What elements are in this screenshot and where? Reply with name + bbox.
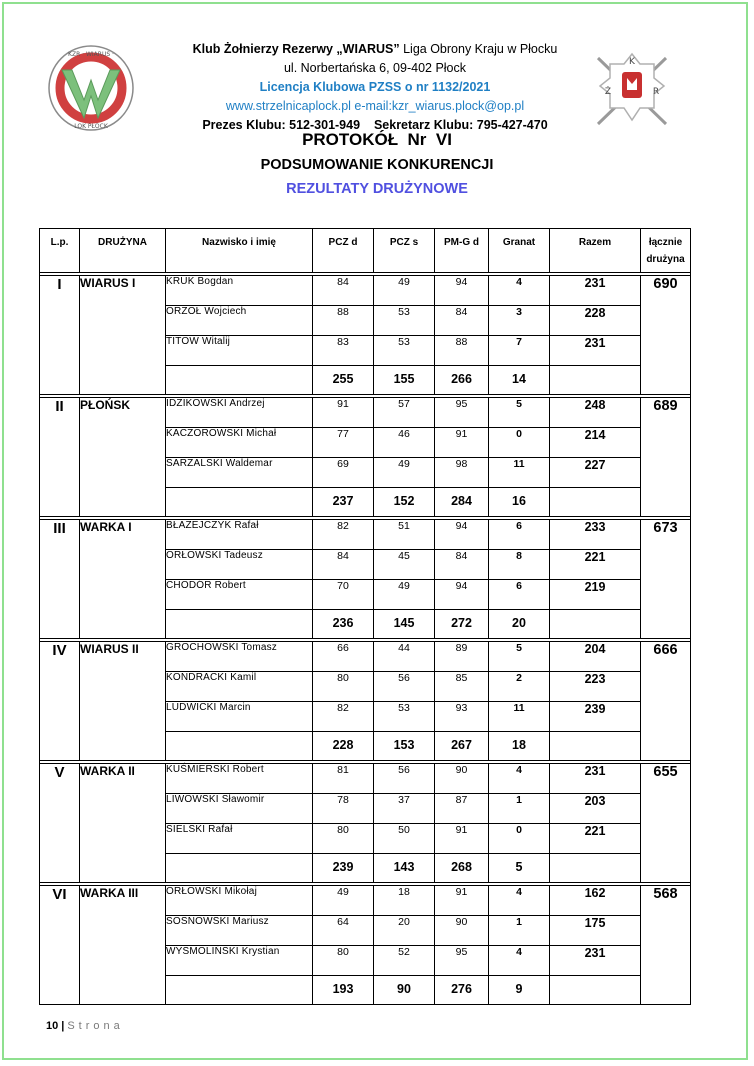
shooter-name: BŁAŻEJCZYK Rafał bbox=[166, 520, 313, 550]
sum-name-empty bbox=[166, 488, 313, 517]
sum-pczd: 193 bbox=[313, 976, 374, 1005]
table-row bbox=[40, 520, 691, 550]
score-pczs: 53 bbox=[374, 336, 435, 366]
score-granat: 11 bbox=[489, 702, 550, 732]
shooter-name: SOSNOWSKI Mariusz bbox=[166, 916, 313, 946]
sum-pczd: 228 bbox=[313, 732, 374, 761]
score-razem: 221 bbox=[550, 824, 641, 854]
score-razem: 175 bbox=[550, 916, 641, 946]
team-lp: II bbox=[40, 398, 80, 517]
col-header-lp: L.p. bbox=[40, 229, 80, 273]
score-pmgd: 98 bbox=[435, 458, 489, 488]
score-razem: 248 bbox=[550, 398, 641, 428]
club-header bbox=[180, 40, 570, 135]
score-pczs: 56 bbox=[374, 764, 435, 794]
score-pmgd: 94 bbox=[435, 520, 489, 550]
club-logo-wiarus bbox=[44, 44, 138, 132]
team-name: WARKA I bbox=[80, 520, 166, 639]
score-pmgd: 93 bbox=[435, 702, 489, 732]
club-affiliation: Liga Obrony Kraju w Płocku bbox=[399, 42, 558, 56]
score-pczs: 50 bbox=[374, 824, 435, 854]
sum-name-empty bbox=[166, 610, 313, 639]
col-header-granat: Granat bbox=[489, 229, 550, 273]
team-name: WIARUS II bbox=[80, 642, 166, 761]
shooter-name: SIELSKI Rafał bbox=[166, 824, 313, 854]
kzr-emblem-icon bbox=[592, 50, 672, 130]
score-pczd: 83 bbox=[313, 336, 374, 366]
score-granat: 11 bbox=[489, 458, 550, 488]
sum-pmgd: 284 bbox=[435, 488, 489, 517]
sum-pczs: 152 bbox=[374, 488, 435, 517]
score-granat: 0 bbox=[489, 428, 550, 458]
score-razem: 204 bbox=[550, 642, 641, 672]
score-granat: 1 bbox=[489, 916, 550, 946]
score-pmgd: 84 bbox=[435, 306, 489, 336]
score-pczs: 57 bbox=[374, 398, 435, 428]
score-pczd: 78 bbox=[313, 794, 374, 824]
team-lp: V bbox=[40, 764, 80, 883]
president-phone: Prezes Klubu: 512-301-949 bbox=[202, 118, 361, 132]
team-total: 655 bbox=[641, 764, 691, 883]
emblem-letter-r: R bbox=[652, 87, 660, 97]
club-name: Klub Żołnierzy Rezerwy „WIARUS” bbox=[192, 42, 400, 56]
sum-pmgd: 272 bbox=[435, 610, 489, 639]
shooter-name: KONDRACKI Kamil bbox=[166, 672, 313, 702]
sum-name-empty bbox=[166, 854, 313, 883]
score-granat: 0 bbox=[489, 824, 550, 854]
club-web-email: www.strzelnicaplock.pl e-mail:kzr_wiarus.plock@op.pl bbox=[225, 99, 525, 113]
score-razem: 231 bbox=[550, 946, 641, 976]
score-pczd: 49 bbox=[313, 886, 374, 916]
page-footer bbox=[46, 1020, 124, 1032]
score-pmgd: 85 bbox=[435, 672, 489, 702]
club-name-line bbox=[180, 40, 570, 59]
score-granat: 8 bbox=[489, 550, 550, 580]
col-header-total bbox=[641, 229, 691, 273]
score-pczs: 18 bbox=[374, 886, 435, 916]
sum-razem-empty bbox=[550, 488, 641, 517]
score-pmgd: 84 bbox=[435, 550, 489, 580]
sum-granat: 20 bbox=[489, 610, 550, 639]
score-pczs: 51 bbox=[374, 520, 435, 550]
score-granat: 5 bbox=[489, 398, 550, 428]
table-header-row bbox=[40, 229, 691, 273]
table-row bbox=[40, 276, 691, 306]
emblem-letter-z: Ż bbox=[604, 87, 612, 97]
page-number: 10 bbox=[46, 1020, 59, 1032]
shooter-name: WYSMOLIŃSKI Krystian bbox=[166, 946, 313, 976]
kzr-emblem bbox=[592, 50, 672, 130]
shooter-name: KACZOROWSKI Michał bbox=[166, 428, 313, 458]
table-row bbox=[40, 886, 691, 916]
sum-pczd: 239 bbox=[313, 854, 374, 883]
score-pczd: 80 bbox=[313, 672, 374, 702]
club-address: ul. Norbertańska 6, 09-402 Płock bbox=[283, 61, 467, 75]
score-pmgd: 91 bbox=[435, 428, 489, 458]
score-razem: 162 bbox=[550, 886, 641, 916]
team-name: WARKA III bbox=[80, 886, 166, 1005]
sum-name-empty bbox=[166, 366, 313, 395]
score-pczs: 49 bbox=[374, 458, 435, 488]
score-razem: 219 bbox=[550, 580, 641, 610]
score-pczd: 84 bbox=[313, 550, 374, 580]
shooter-name: ORŁOWSKI Tadeusz bbox=[166, 550, 313, 580]
shooter-name: GROCHOWSKI Tomasz bbox=[166, 642, 313, 672]
score-pmgd: 91 bbox=[435, 824, 489, 854]
score-pmgd: 88 bbox=[435, 336, 489, 366]
shooter-name: KUŚMIERSKI Robert bbox=[166, 764, 313, 794]
sum-pczs: 155 bbox=[374, 366, 435, 395]
protocol-title: PROTOKÓŁ Nr VI bbox=[302, 130, 452, 149]
score-pczs: 49 bbox=[374, 276, 435, 306]
sum-name-empty bbox=[166, 976, 313, 1005]
sum-pmgd: 266 bbox=[435, 366, 489, 395]
col-header-total-line1: łącznie bbox=[648, 237, 683, 248]
sum-pczs: 153 bbox=[374, 732, 435, 761]
shooter-name: TITOW Witalij bbox=[166, 336, 313, 366]
col-header-team: DRUŻYNA bbox=[80, 229, 166, 273]
score-pczd: 77 bbox=[313, 428, 374, 458]
shooter-name: LUDWICKI Marcin bbox=[166, 702, 313, 732]
sum-razem-empty bbox=[550, 854, 641, 883]
score-granat: 7 bbox=[489, 336, 550, 366]
shooter-name: SARZALSKI Waldemar bbox=[166, 458, 313, 488]
team-lp: IV bbox=[40, 642, 80, 761]
score-razem: 239 bbox=[550, 702, 641, 732]
score-pczs: 45 bbox=[374, 550, 435, 580]
score-pczs: 52 bbox=[374, 946, 435, 976]
score-pczs: 20 bbox=[374, 916, 435, 946]
col-header-total-line2: drużyna bbox=[646, 254, 685, 265]
sum-granat: 16 bbox=[489, 488, 550, 517]
score-granat: 6 bbox=[489, 520, 550, 550]
sum-granat: 14 bbox=[489, 366, 550, 395]
table-row bbox=[40, 764, 691, 794]
score-granat: 4 bbox=[489, 946, 550, 976]
team-total: 690 bbox=[641, 276, 691, 395]
score-pczd: 91 bbox=[313, 398, 374, 428]
team-name: WIARUS I bbox=[80, 276, 166, 395]
score-granat: 5 bbox=[489, 642, 550, 672]
score-pczd: 88 bbox=[313, 306, 374, 336]
col-header-name: Nazwisko i imię bbox=[166, 229, 313, 273]
sum-pczd: 237 bbox=[313, 488, 374, 517]
team-name: WARKA II bbox=[80, 764, 166, 883]
team-name: PŁOŃSK bbox=[80, 398, 166, 517]
score-razem: 221 bbox=[550, 550, 641, 580]
shooter-name: ORŁOWSKI Mikołaj bbox=[166, 886, 313, 916]
team-lp: VI bbox=[40, 886, 80, 1005]
table-row bbox=[40, 642, 691, 672]
score-razem: 227 bbox=[550, 458, 641, 488]
col-header-razem: Razem bbox=[550, 229, 641, 273]
score-razem: 231 bbox=[550, 336, 641, 366]
team-lp: I bbox=[40, 276, 80, 395]
score-pmgd: 94 bbox=[435, 580, 489, 610]
score-granat: 6 bbox=[489, 580, 550, 610]
sum-pczd: 255 bbox=[313, 366, 374, 395]
score-pczd: 84 bbox=[313, 276, 374, 306]
score-pmgd: 91 bbox=[435, 886, 489, 916]
sum-razem-empty bbox=[550, 610, 641, 639]
score-pczs: 53 bbox=[374, 702, 435, 732]
sum-granat: 5 bbox=[489, 854, 550, 883]
shooter-name: CHODÓR Robert bbox=[166, 580, 313, 610]
team-lp: III bbox=[40, 520, 80, 639]
score-pczd: 64 bbox=[313, 916, 374, 946]
score-razem: 203 bbox=[550, 794, 641, 824]
score-granat: 4 bbox=[489, 886, 550, 916]
score-razem: 228 bbox=[550, 306, 641, 336]
sum-pmgd: 268 bbox=[435, 854, 489, 883]
sum-pczs: 90 bbox=[374, 976, 435, 1005]
score-razem: 214 bbox=[550, 428, 641, 458]
sum-pczd: 236 bbox=[313, 610, 374, 639]
score-razem: 231 bbox=[550, 764, 641, 794]
score-pmgd: 90 bbox=[435, 916, 489, 946]
secretary-phone: Sekretarz Klubu: 795-427-470 bbox=[373, 118, 548, 132]
sum-name-empty bbox=[166, 732, 313, 761]
score-granat: 1 bbox=[489, 794, 550, 824]
score-razem: 233 bbox=[550, 520, 641, 550]
score-pmgd: 95 bbox=[435, 946, 489, 976]
col-header-pczs: PCZ s bbox=[374, 229, 435, 273]
score-pczd: 81 bbox=[313, 764, 374, 794]
logo-left-bottom-text: LOK PŁOCK bbox=[74, 123, 108, 130]
score-pmgd: 95 bbox=[435, 398, 489, 428]
score-pczd: 80 bbox=[313, 824, 374, 854]
score-pczd: 70 bbox=[313, 580, 374, 610]
team-total: 568 bbox=[641, 886, 691, 1005]
logo-left-top-text: KZR · WIARUS · bbox=[68, 51, 114, 58]
wiarus-logo-icon bbox=[44, 44, 138, 132]
score-pczs: 53 bbox=[374, 306, 435, 336]
score-pmgd: 89 bbox=[435, 642, 489, 672]
club-licence: Licencja Klubowa PZSS o nr 1132/2021 bbox=[259, 80, 491, 94]
section-title: REZULTATY DRUŻYNOWE bbox=[286, 181, 468, 197]
shooter-name: ORZOŁ Wojciech bbox=[166, 306, 313, 336]
score-pczs: 46 bbox=[374, 428, 435, 458]
team-total: 673 bbox=[641, 520, 691, 639]
col-header-pmgd: PM-G d bbox=[435, 229, 489, 273]
score-razem: 231 bbox=[550, 276, 641, 306]
sum-granat: 18 bbox=[489, 732, 550, 761]
shooter-name: IDZIKOWSKI Andrzej bbox=[166, 398, 313, 428]
score-granat: 3 bbox=[489, 306, 550, 336]
sum-granat: 9 bbox=[489, 976, 550, 1005]
score-pczs: 37 bbox=[374, 794, 435, 824]
results-body bbox=[40, 273, 691, 1005]
sum-razem-empty bbox=[550, 366, 641, 395]
score-pmgd: 90 bbox=[435, 764, 489, 794]
score-pczs: 49 bbox=[374, 580, 435, 610]
score-pmgd: 87 bbox=[435, 794, 489, 824]
score-granat: 4 bbox=[489, 276, 550, 306]
score-pczd: 82 bbox=[313, 702, 374, 732]
score-razem: 223 bbox=[550, 672, 641, 702]
sum-pmgd: 276 bbox=[435, 976, 489, 1005]
score-pczs: 56 bbox=[374, 672, 435, 702]
footer-separator: | bbox=[61, 1020, 65, 1032]
score-pczd: 69 bbox=[313, 458, 374, 488]
sum-pczs: 143 bbox=[374, 854, 435, 883]
emblem-letter-k: K bbox=[629, 57, 635, 67]
table-row bbox=[40, 398, 691, 428]
score-pmgd: 94 bbox=[435, 276, 489, 306]
score-pczd: 82 bbox=[313, 520, 374, 550]
score-pczd: 66 bbox=[313, 642, 374, 672]
score-pczs: 44 bbox=[374, 642, 435, 672]
sum-pczs: 145 bbox=[374, 610, 435, 639]
sum-razem-empty bbox=[550, 976, 641, 1005]
sum-razem-empty bbox=[550, 732, 641, 761]
sum-pmgd: 267 bbox=[435, 732, 489, 761]
col-header-pczd: PCZ d bbox=[313, 229, 374, 273]
results-table bbox=[39, 228, 691, 1005]
score-pczd: 80 bbox=[313, 946, 374, 976]
page-label: Strona bbox=[67, 1020, 124, 1032]
score-granat: 4 bbox=[489, 764, 550, 794]
score-granat: 2 bbox=[489, 672, 550, 702]
shooter-name: LIWOWSKI Sławomir bbox=[166, 794, 313, 824]
shooter-name: KRUK Bogdan bbox=[166, 276, 313, 306]
protocol-subtitle: PODSUMOWANIE KONKURENCJI bbox=[260, 157, 494, 173]
team-total: 666 bbox=[641, 642, 691, 761]
team-total: 689 bbox=[641, 398, 691, 517]
